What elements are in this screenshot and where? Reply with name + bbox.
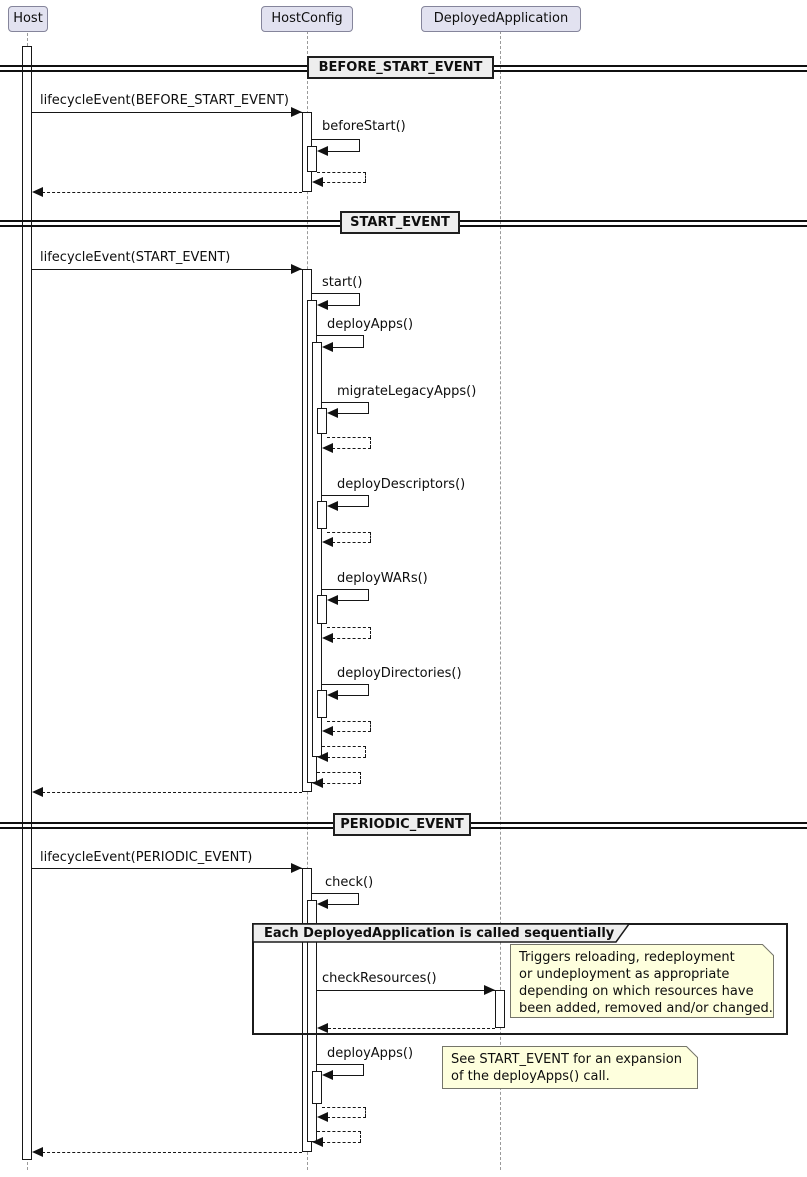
message-label-deploy-wars: deployWARs() bbox=[337, 571, 428, 586]
arrowhead-right-icon bbox=[291, 264, 302, 274]
activation-bar-nested bbox=[307, 146, 317, 172]
note-text-line: See START_EVENT for an expansion bbox=[451, 1052, 682, 1067]
self-call-line bbox=[332, 347, 364, 348]
self-call-line bbox=[337, 600, 369, 601]
arrowhead-left-icon bbox=[32, 1147, 43, 1157]
self-call-line bbox=[368, 495, 369, 506]
return-line bbox=[328, 1028, 495, 1029]
self-return-line bbox=[370, 532, 371, 542]
self-call-line bbox=[337, 413, 369, 414]
self-return-line bbox=[327, 757, 366, 758]
note-deploy-apps bbox=[442, 1046, 698, 1089]
self-return-line bbox=[322, 1142, 361, 1143]
message-label-deploy-directories: deployDirectories() bbox=[337, 666, 462, 681]
self-call-line bbox=[327, 305, 360, 306]
message-label-deploy-apps-2: deployApps() bbox=[327, 1046, 414, 1061]
self-call-line bbox=[337, 695, 369, 696]
self-call-line bbox=[368, 402, 369, 413]
arrowhead-left-icon bbox=[322, 1070, 333, 1080]
message-label-lifecycle-start: lifecycleEvent(START_EVENT) bbox=[40, 250, 231, 265]
self-return-line bbox=[327, 721, 371, 722]
note-text-line: or undeployment as appropriate bbox=[519, 967, 730, 982]
self-call-line bbox=[359, 293, 360, 305]
arrowhead-left-icon bbox=[327, 690, 338, 700]
arrowhead-left-icon bbox=[327, 501, 338, 511]
self-call-line bbox=[368, 589, 369, 600]
message-label-start: start() bbox=[322, 275, 363, 290]
self-return-line bbox=[360, 772, 361, 783]
arrowhead-left-icon bbox=[322, 443, 333, 453]
note-text-line: depending on which resources have bbox=[519, 984, 754, 999]
arrowhead-left-icon bbox=[317, 1112, 328, 1122]
self-call-line bbox=[322, 495, 369, 496]
activation-bar-nested bbox=[312, 1071, 322, 1104]
message-label-lifecycle-before-start: lifecycleEvent(BEFORE_START_EVENT) bbox=[40, 93, 289, 108]
self-return-line bbox=[327, 1117, 366, 1118]
activation-bar-nested bbox=[317, 690, 327, 718]
self-call-line bbox=[322, 402, 369, 403]
arrowhead-left-icon bbox=[322, 726, 333, 736]
self-call-line bbox=[363, 335, 364, 347]
divider-before-start-event: BEFORE_START_EVENT bbox=[307, 56, 494, 79]
arrowhead-left-icon bbox=[32, 787, 43, 797]
self-return-line bbox=[370, 721, 371, 731]
self-call-line bbox=[337, 506, 369, 507]
self-return-line bbox=[365, 1107, 366, 1117]
self-call-line bbox=[358, 893, 359, 904]
participant-hostconfig: HostConfig bbox=[261, 6, 353, 32]
arrowhead-left-icon bbox=[317, 899, 328, 909]
note-text-line: been added, removed and/or changed. bbox=[519, 1001, 773, 1016]
arrowhead-left-icon bbox=[317, 752, 328, 762]
self-call-line bbox=[363, 1064, 364, 1075]
self-return-line bbox=[327, 437, 371, 438]
self-return-line bbox=[317, 772, 361, 773]
self-call-line bbox=[332, 1075, 364, 1076]
self-call-line bbox=[312, 139, 360, 140]
arrowhead-left-icon bbox=[322, 342, 333, 352]
arrowhead-left-icon bbox=[317, 1023, 328, 1033]
note-text-line: of the deployApps() call. bbox=[451, 1069, 610, 1084]
self-call-line bbox=[322, 684, 369, 685]
message-line bbox=[32, 112, 302, 113]
arrowhead-right-icon bbox=[291, 107, 302, 117]
self-return-line bbox=[327, 532, 371, 533]
activation-bar-nested bbox=[317, 595, 327, 624]
message-label-check-resources: checkResources() bbox=[322, 971, 437, 986]
self-return-line bbox=[360, 1131, 361, 1142]
self-return-line bbox=[370, 627, 371, 638]
message-line bbox=[32, 868, 302, 869]
self-return-line bbox=[332, 638, 371, 639]
self-return-line bbox=[332, 731, 371, 732]
arrowhead-left-icon bbox=[317, 146, 328, 156]
participant-deployedapplication: DeployedApplication bbox=[421, 6, 581, 32]
arrowhead-left-icon bbox=[312, 177, 323, 187]
participant-host: Host bbox=[8, 6, 48, 32]
self-call-line bbox=[317, 1064, 364, 1065]
self-return-line bbox=[365, 746, 366, 757]
message-label-before-start: beforeStart() bbox=[322, 119, 406, 134]
note-check-resources bbox=[510, 944, 774, 1018]
activation-bar-host bbox=[22, 46, 32, 1160]
self-call-line bbox=[327, 904, 359, 905]
self-return-line bbox=[322, 1107, 366, 1108]
self-return-line bbox=[317, 1131, 361, 1132]
arrowhead-left-icon bbox=[327, 595, 338, 605]
self-return-line bbox=[332, 448, 371, 449]
self-call-line bbox=[312, 893, 359, 894]
activation-bar-nested bbox=[317, 408, 327, 434]
message-label-deploy-descriptors: deployDescriptors() bbox=[337, 477, 466, 492]
self-return-line bbox=[322, 746, 366, 747]
self-return-line bbox=[365, 172, 366, 182]
arrowhead-left-icon bbox=[322, 537, 333, 547]
activation-bar-nested bbox=[317, 501, 327, 529]
arrowhead-left-icon bbox=[317, 300, 328, 310]
self-return-line bbox=[322, 182, 366, 183]
divider-start-event: START_EVENT bbox=[340, 211, 460, 234]
arrowhead-right-icon bbox=[291, 863, 302, 873]
self-call-line bbox=[312, 293, 360, 294]
self-call-line bbox=[317, 335, 364, 336]
self-call-line bbox=[368, 684, 369, 695]
divider-periodic-event: PERIODIC_EVENT bbox=[333, 813, 471, 836]
self-call-line bbox=[322, 589, 369, 590]
message-label-lifecycle-periodic: lifecycleEvent(PERIODIC_EVENT) bbox=[40, 850, 253, 865]
arrowhead-left-icon bbox=[327, 408, 338, 418]
self-return-line bbox=[370, 437, 371, 448]
message-label-migrate-legacy-apps: migrateLegacyApps() bbox=[337, 384, 477, 399]
self-call-line bbox=[327, 151, 360, 152]
self-return-line bbox=[332, 542, 371, 543]
arrowhead-left-icon bbox=[32, 187, 43, 197]
message-line bbox=[317, 990, 495, 991]
self-return-line bbox=[327, 627, 371, 628]
group-label: Each DeployedApplication is called sequentially bbox=[264, 926, 615, 941]
arrowhead-left-icon bbox=[312, 778, 323, 788]
return-line bbox=[42, 792, 302, 793]
message-label-check: check() bbox=[325, 875, 374, 890]
message-label-deploy-apps: deployApps() bbox=[327, 317, 414, 332]
self-return-line bbox=[322, 783, 361, 784]
message-line bbox=[32, 269, 302, 270]
arrowhead-left-icon bbox=[322, 633, 333, 643]
self-return-line bbox=[317, 172, 366, 173]
arrowhead-left-icon bbox=[312, 1137, 323, 1147]
note-text-line: Triggers reloading, redeployment bbox=[519, 950, 735, 965]
arrowhead-right-icon bbox=[484, 985, 495, 995]
self-call-line bbox=[359, 139, 360, 151]
return-line bbox=[42, 192, 302, 193]
return-line bbox=[42, 1152, 302, 1153]
